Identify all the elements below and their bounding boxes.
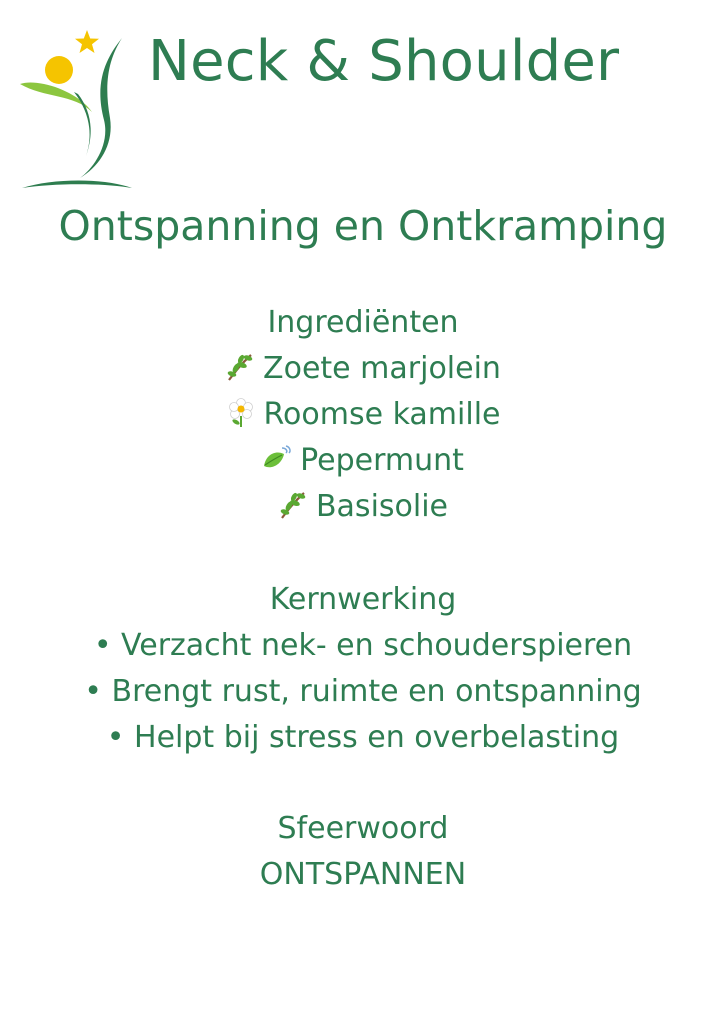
kernwerking-item: • Verzacht nek- en schouderspieren: [93, 628, 633, 663]
logo: [14, 28, 138, 192]
sfeerwoord-value: ONTSPANNEN: [259, 857, 467, 892]
ingredients-section: [0, 300, 726, 530]
star-icon: [75, 30, 99, 53]
ingredient-label: Roomse kamille: [263, 397, 501, 432]
ingredient-item: [0, 484, 726, 530]
flower-icon: [226, 398, 256, 428]
ingredient-label: Zoete marjolein: [263, 351, 501, 386]
sun-icon: [45, 56, 73, 84]
herb-icon: [225, 352, 255, 382]
kernwerking-item: • Brengt rust, ruimte en ontspanning: [84, 674, 642, 709]
sfeerwoord-section: [0, 806, 726, 898]
kernwerking-section: [0, 577, 726, 761]
ingredient-item: [0, 438, 726, 484]
sfeerwoord-heading: Sfeerwoord: [277, 811, 449, 846]
ingredient-label: Pepermunt: [300, 443, 464, 478]
ingredient-item: [0, 392, 726, 438]
kernwerking-heading: Kernwerking: [269, 582, 457, 617]
kernwerking-item: • Helpt bij stress en overbelasting: [106, 720, 620, 755]
page-title: Ontspanning en Ontkramping: [58, 202, 668, 250]
ingredient-item: [0, 346, 726, 392]
ingredient-label: Basisolie: [315, 489, 449, 524]
ingredients-heading: Ingrediënten: [267, 305, 459, 340]
leaf-wind-icon: [262, 444, 292, 474]
brand-title: Neck & Shoulder: [148, 29, 620, 94]
herb-icon: [278, 490, 308, 520]
